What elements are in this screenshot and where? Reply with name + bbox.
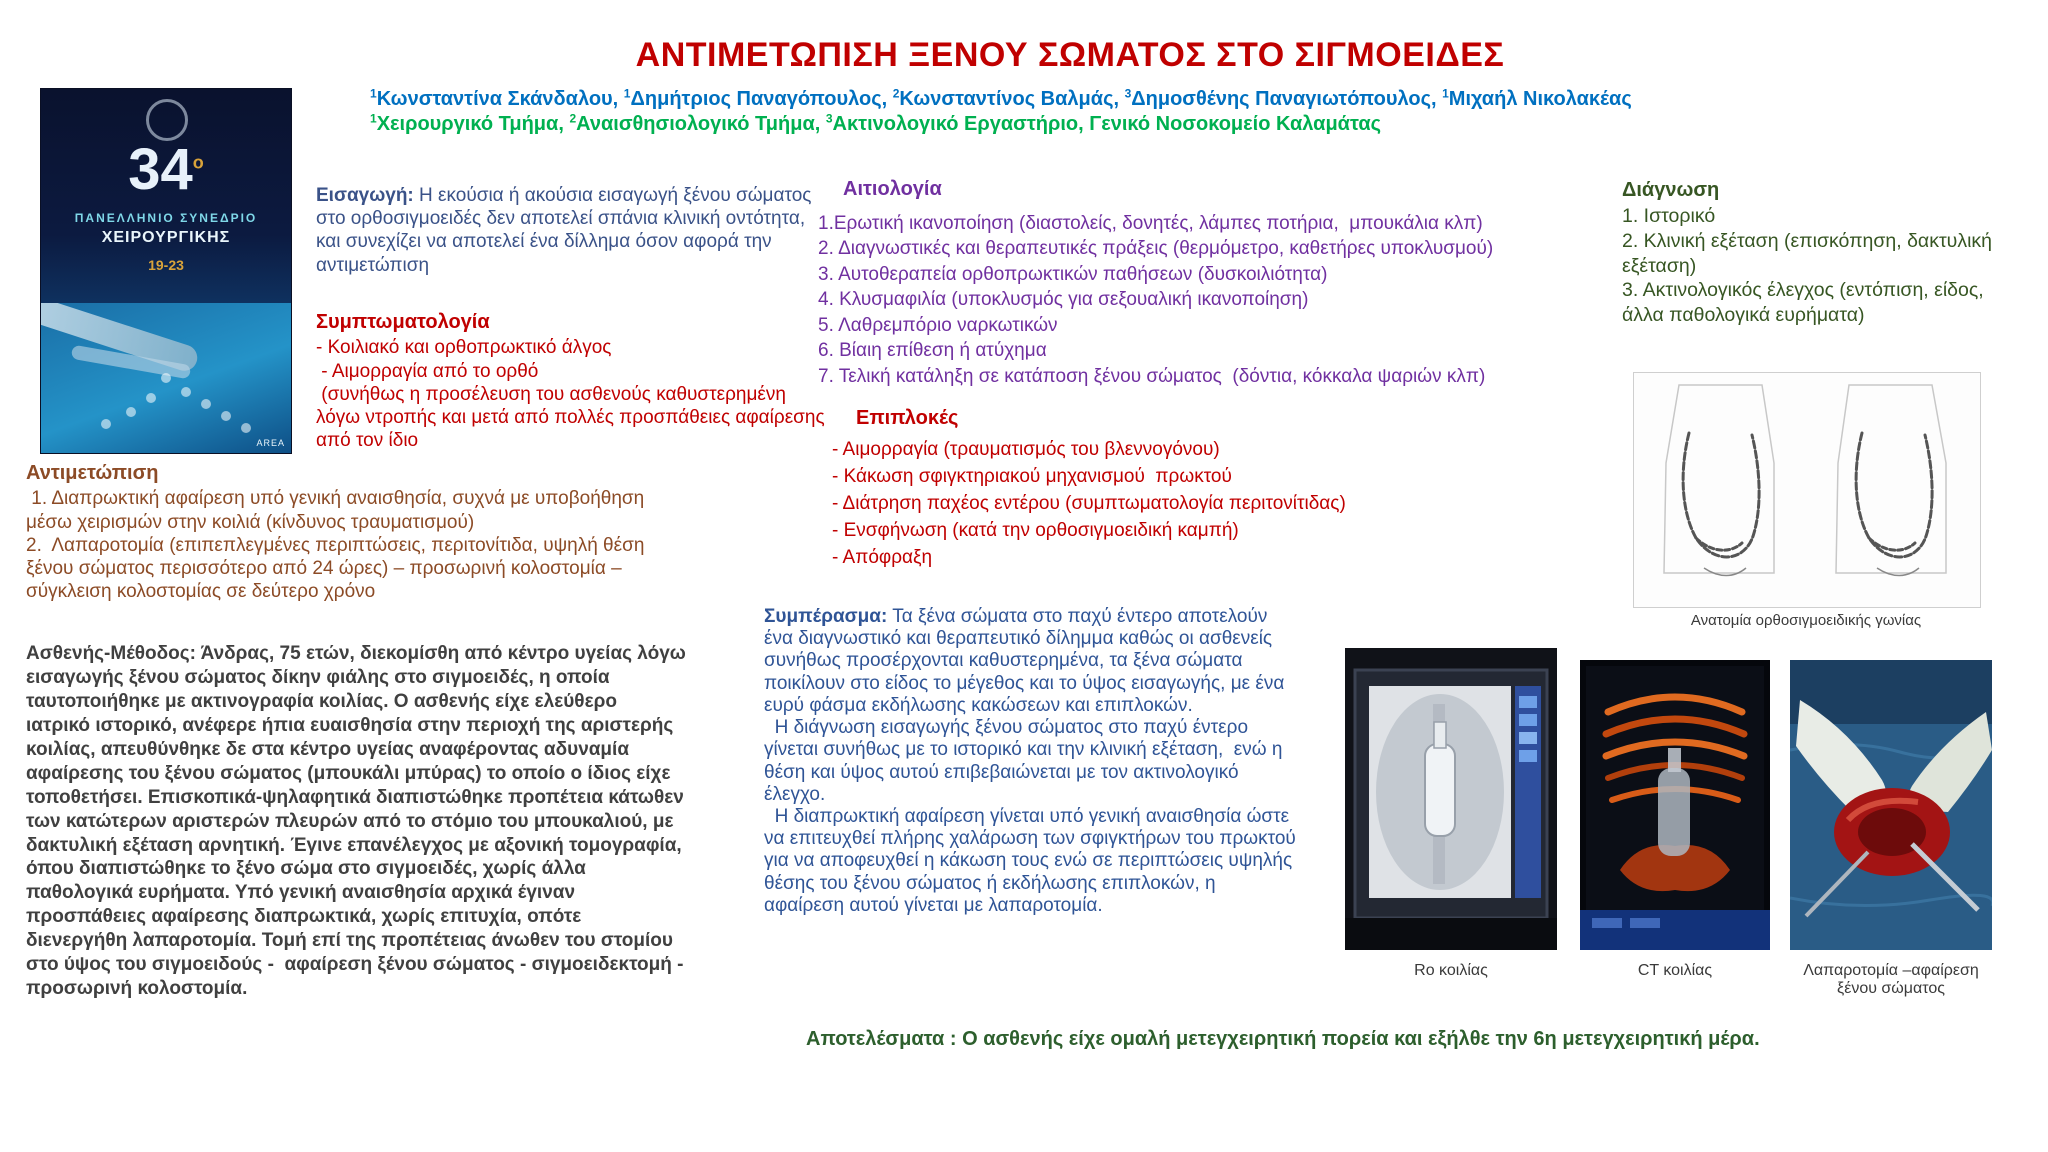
complication-item: - Κάκωση σφιγκτηριακού μηχανισμού πρωκτού <box>832 465 1232 487</box>
conclusion-text: Τα ξένα σώματα στο παχύ έντερο αποτελούν ένα διαγνωστικό και θεραπευτικό δίλημμα καθώς οι ασθενείς συνήθως προσέρχονται καθυστερημένα, τα ξένα σώματα ποικίλουν στο είδος το μέγεθος και το ύψος εισαγωγής, με ένα ευρύ φάσμα εκδήλωσης κακώσεων και επιπλοκών. <box>764 606 1290 716</box>
ct-caption: CT κοιλίας <box>1637 962 1713 979</box>
affiliation <box>370 113 569 135</box>
etiology-heading: Αιτιολογία <box>843 178 942 200</box>
management-item: 2. Λαπαροτομία (επιπεπλεγμένες περιπτώσεις, περιτονίτιδα, υψηλή θέση ξένου σώματος περισσότερο από 24 ώρες) – προσωρινή κολοστομία – σύγκλειση κολοστομίας σε δεύτερο χρόνο <box>26 534 650 603</box>
section-symptoms <box>316 310 830 452</box>
etiology-item: 1.Ερωτική ικανοποίηση (διαστολείς, δονητές, λάμπες ποτήρια, μπουκάλια κλπ) <box>818 213 1483 234</box>
section-complications <box>832 437 1457 572</box>
ct-drawing <box>1580 660 1770 950</box>
author-name: Μιχαήλ Νικολακέας <box>1448 88 1632 110</box>
author-name: Δημοσθένης Παναγιωτόπουλος, <box>1131 88 1443 110</box>
affiliations-line <box>370 113 1670 136</box>
congress-line1: ΠΑΝΕΛΛΗΝΙΟ ΣΥΝΕΔΡΙΟ <box>74 211 258 225</box>
affiliation-sup: 2 <box>569 111 577 126</box>
conclusion-paragraph: Η διαπρωκτική αφαίρεση γίνεται υπό γενική αναισθησία ώστε να επιτευχθεί πλήρης χαλάρωση των σφιγκτήρων του πρωκτού για να αποφευχθεί η κάκωση τους ενώ σε περιπτώσεις υψηλής θέσης του ξένου σώματος ή εκδήλωσης επιπλοκών, η αφαίρεση αυτού γίνεται με λαπαροτομία. <box>764 805 1302 916</box>
section-conclusion <box>764 606 1302 917</box>
congress-line2: ΧΕΙΡΟΥΡΓΙΚΗΣ <box>101 229 231 246</box>
symptom-item: (συνήθως η προσέλευση του ασθενούς καθυστερημένη λόγω ντροπής και μετά από πολλές προσπάθειες αφαίρεσης από τον ίδιο <box>316 383 830 452</box>
congress-degree-sup: ο <box>192 152 204 173</box>
complication-item: - Αιμορραγία (τραυματισμός του βλεννογόνου) <box>832 439 1220 460</box>
author <box>893 88 1125 110</box>
etiology-item: 2. Διαγνωστικές και θεραπευτικές πράξεις (θερμόμετρο, καθετήρες υποκλυσμού) <box>818 238 1494 260</box>
section-introduction <box>316 184 821 277</box>
authors-line <box>370 88 1670 111</box>
patient-method-body: Άνδρας, 75 ετών, διεκομίσθη από κέντρο υγείας λόγω εισαγωγής ξένου σώματος δίκην φιάλης στο σιγμοειδές, η οποία ταυτοποιήθηκε με ακτινογραφία κοιλίας. Ο ασθενής είχε ελεύθερο ιατρικό ιστορικό, ανέφερε ήπια ευαισθησία στην περιοχή της αριστερής κοιλίας, απευθύνθηκε δε στα κέντρο υγείας αναφέροντας αδυναμία αφαίρεσης του ξένου σώματος (μπουκάλι μπύρας) το οποίο ο ίδιος είχε τοποθετήσει. Επισκοπικά-ψηλαφητικά διαπιστώθηκε προπέτεια κάτωθεν των κατώτερων αριστερών πλευρών από το στόμιο του μπουκαλιού, με δακτυλική εξέταση αρνητική. Έγινε επανέλεγχος με αξονική τομογραφία, όπου διαπιστώθηκε το ξένο σώμα στο σιγμοειδές, χωρίς άλλα παθολογικά ευρήματα. Υπό γενική αναισθησία αρχικά έγιναν προσπάθειες αφαίρεσης διαπρωκτικά, χωρίς επιτυχία, οπότε διενεργήθη λαπαροτομία. Τομή επί της προπέτειας άνωθεν του στομίου στο ύψος του σιγμοειδούς - αφαίρεση ξένου σώματος - σιγμοειδεκτομή - προσωρινή κολοστομία. <box>26 643 692 1000</box>
author-name: Κωνσταντίνος Βαλμάς, <box>899 88 1125 110</box>
congress-number <box>41 137 291 202</box>
laparotomy-caption: Λαπαροτομία –αφαίρεση ξένου σώματος <box>1803 962 1979 997</box>
patient-method-heading: Ασθενής-Μέθοδος: <box>26 643 196 664</box>
affiliation-text: Ακτινολογικό Εργαστήριο, Γενικό Νοσοκομείο Καλαμάτας <box>832 113 1382 135</box>
symptoms-heading: Συμπτωματολογία <box>316 311 490 333</box>
complication-item: - Διάτρηση παχέος εντέρου (συμπτωματολογία περιτονίτιδας) <box>832 492 1346 514</box>
introduction-body: Η εκούσια ή ακούσια εισαγωγή ξένου σώματος στο ορθοσιγμοειδές δεν αποτελεί σπάνια κλινική οντότητα, και συνεχίζει να αποτελεί ένα δίλλημα όσον αφορά την αντιμετώπιση <box>316 185 817 276</box>
author-affiliation-sup: 1 <box>1442 86 1449 101</box>
congress-poster-thumbnail <box>40 88 292 454</box>
affiliation-text: Χειρουργικό Τμήμα, <box>376 113 570 135</box>
congress-emblem-icon <box>146 99 188 141</box>
congress-cover-art <box>41 303 291 453</box>
etiology-item: 3. Αυτοθεραπεία ορθοπρωκτικών παθήσεων (δυσκοιλιότητα) <box>818 263 1328 285</box>
author-affiliation-sup: 2 <box>892 86 900 101</box>
affiliation-sup: 3 <box>825 111 833 126</box>
anatomy-drawing <box>1634 373 1980 607</box>
affiliation-sup: 1 <box>370 111 377 126</box>
ct-photo <box>1580 660 1770 950</box>
diagnosis-heading: Διάγνωση <box>1622 179 1720 201</box>
section-management <box>26 461 683 603</box>
management-item: 1. Διαπρωκτική αφαίρεση υπό γενική αναισθησία, συχνά με υποβοήθηση μέσω χειρισμών στην κοιλιά (κίνδυνος τραυματισμού) <box>26 488 650 533</box>
author-affiliation-sup: 1 <box>370 86 377 101</box>
affiliation-text: Αναισθησιολογικό Τμήμα, <box>576 113 826 135</box>
conclusion-heading: Συμπέρασμα: <box>764 606 888 627</box>
symptom-item: - Αιμορραγία από το ορθό <box>316 360 539 382</box>
author <box>624 88 893 110</box>
section-etiology <box>818 211 1593 389</box>
affiliation <box>826 113 1381 135</box>
diagnosis-item: 2. Κλινική εξέταση (επισκόπηση, δακτυλική εξέταση) <box>1622 229 1998 277</box>
conclusion-paragraph: Η διάγνωση εισαγωγής ξένου σώματος στο παχύ έντερο γίνεται συνήθως με το ιστορικό και την κλινική εξέταση, ενώ η θέση και ύψος αυτού επιβεβαιώνεται με τον ακτινολογικό έλεγχο. <box>764 717 1288 805</box>
author-name: Δημήτριος Παναγόπουλος, <box>630 88 893 110</box>
complications-heading: Επιπλοκές <box>856 407 959 429</box>
congress-brand-label: AREA <box>256 438 285 448</box>
management-heading: Αντιμετώπιση <box>26 462 159 484</box>
section-diagnosis <box>1622 178 2014 328</box>
xray-caption: Ro κοιλίας <box>1414 962 1488 979</box>
xray-photo <box>1345 648 1557 950</box>
author-affiliation-sup: 1 <box>623 86 631 101</box>
author <box>1442 88 1632 110</box>
poster-title: ΑΝΤΙΜΕΤΩΠΙΣΗ ΞΕΝΟΥ ΣΩΜΑΤΟΣ ΣΤΟ ΣΙΓΜΟΕΙΔΕΣ <box>635 36 1505 74</box>
conclusion-paragraph <box>764 606 1298 717</box>
congress-dates: 19-23 <box>148 257 184 273</box>
symptom-item: - Κοιλιακό και ορθοπρωκτικό άλγος <box>316 337 612 359</box>
author <box>370 88 624 110</box>
section-results <box>806 1028 1966 1051</box>
laparotomy-drawing <box>1790 660 1992 950</box>
etiology-item: 5. Λαθρεμπόριο ναρκωτικών <box>818 314 1058 336</box>
author <box>1125 88 1443 110</box>
anatomy-figure <box>1633 372 1981 608</box>
congress-number-text: 34 <box>128 137 193 202</box>
section-patient-method <box>26 642 692 1001</box>
diagnosis-item: 3. Ακτινολογικός έλεγχος (εντόπιση, είδος, άλλα παθολογικά ευρήματα) <box>1622 279 1990 327</box>
complication-item: - Απόφραξη <box>832 546 933 568</box>
author-affiliation-sup: 3 <box>1124 86 1132 101</box>
etiology-item: 4. Κλυσμαφιλία (υποκλυσμός για σεξουαλική ικανοποίηση) <box>818 289 1309 311</box>
etiology-item: 7. Τελική κατάληξη σε κατάποση ξένου σώματος (δόντια, κόκκαλα ψαριών κλπ) <box>818 365 1486 387</box>
results-heading: Αποτελέσματα : <box>806 1028 957 1050</box>
complication-item: - Ενσφήνωση (κατά την ορθοσιγμοειδική καμπή) <box>832 519 1239 541</box>
laparotomy-photo <box>1790 660 1992 950</box>
etiology-item: 6. Βίαιη επίθεση ή ατύχημα <box>818 340 1047 362</box>
xray-drawing <box>1345 648 1557 950</box>
author-name: Κωνσταντίνα Σκάνδαλου, <box>376 88 624 110</box>
results-body: Ο ασθενής είχε ομαλή μετεγχειρητική πορεία και εξήλθε την 6η μετεγχειρητική μέρα. <box>956 1028 1760 1050</box>
affiliation <box>569 113 825 135</box>
anatomy-caption: Ανατομία ορθοσιγμοειδικής γωνίας <box>1690 612 1922 629</box>
diagnosis-item: 1. Ιστορικό <box>1622 204 1716 227</box>
introduction-heading: Εισαγωγή: <box>316 185 414 206</box>
